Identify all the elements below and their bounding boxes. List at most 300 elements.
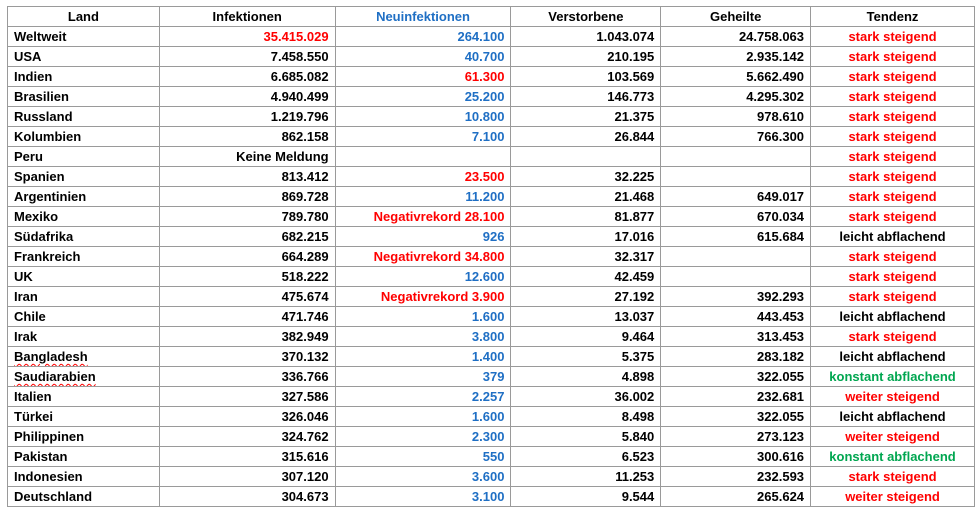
table-row	[8, 387, 975, 407]
cell-tendenz	[811, 107, 975, 127]
cell-tendenz-text: weiter steigend	[845, 389, 940, 404]
table-row	[8, 447, 975, 467]
cell-geheilte-text: 649.017	[757, 189, 805, 204]
cell-geheilte-text: 24.758.063	[738, 29, 805, 44]
cell-verstorbene	[511, 207, 661, 227]
cell-infektionen-text: 327.586	[281, 389, 329, 404]
cell-infektionen	[159, 387, 335, 407]
cell-verstorbene	[511, 387, 661, 407]
cell-neuinfektionen	[335, 227, 511, 247]
cell-neuinfektionen-text: 7.100	[471, 129, 505, 144]
cell-verstorbene	[511, 247, 661, 267]
cell-tendenz	[811, 487, 975, 507]
table-row	[8, 127, 975, 147]
cell-neuinfektionen	[335, 147, 511, 167]
cell-geheilte-text: 232.681	[757, 389, 805, 404]
cell-neuinfektionen	[335, 407, 511, 427]
cell-tendenz	[811, 207, 975, 227]
cell-tendenz	[811, 267, 975, 287]
cell-tendenz-text: weiter steigend	[845, 489, 940, 504]
cell-verstorbene	[511, 487, 661, 507]
cell-tendenz	[811, 327, 975, 347]
cell-tendenz	[811, 427, 975, 447]
cell-neuinfektionen-text: 23.500	[464, 169, 505, 184]
cell-verstorbene	[511, 107, 661, 127]
cell-land-text: Saudiarabien	[14, 369, 96, 384]
table-row	[8, 47, 975, 67]
cell-infektionen-text: 315.616	[281, 449, 329, 464]
cell-tendenz-text: stark steigend	[848, 129, 937, 144]
cell-neuinfektionen-text: 10.800	[464, 109, 505, 124]
cell-geheilte-text: 283.182	[757, 349, 805, 364]
cell-infektionen-text: 869.728	[281, 189, 329, 204]
cell-tendenz-text: stark steigend	[848, 169, 937, 184]
cell-tendenz-text: konstant abflachend	[829, 369, 956, 384]
cell-infektionen	[159, 307, 335, 327]
cell-neuinfektionen-text: 3.100	[471, 489, 505, 504]
cell-tendenz	[811, 367, 975, 387]
cell-neuinfektionen-text: 40.700	[464, 49, 505, 64]
cell-geheilte	[661, 287, 811, 307]
cell-verstorbene-text: 103.569	[607, 69, 655, 84]
cell-verstorbene-text: 26.844	[614, 129, 655, 144]
cell-tendenz	[811, 247, 975, 267]
cell-infektionen-text: 518.222	[281, 269, 329, 284]
table-row	[8, 407, 975, 427]
cell-geheilte-text: 615.684	[757, 229, 805, 244]
cell-infektionen	[159, 107, 335, 127]
header-neuinfektionen: Neuinfektionen	[335, 7, 511, 27]
cell-infektionen	[159, 127, 335, 147]
cell-geheilte-text: 670.034	[757, 209, 805, 224]
cell-geheilte	[661, 127, 811, 147]
table-row	[8, 347, 975, 367]
cell-neuinfektionen	[335, 107, 511, 127]
cell-land	[8, 307, 160, 327]
cell-infektionen-text: 813.412	[281, 169, 329, 184]
cell-infektionen	[159, 267, 335, 287]
cell-tendenz-text: stark steigend	[848, 469, 937, 484]
cell-neuinfektionen-text: 2.257	[471, 389, 505, 404]
cell-land-text: Argentinien	[14, 189, 87, 204]
cell-geheilte	[661, 67, 811, 87]
cell-tendenz-text: stark steigend	[848, 69, 937, 84]
cell-land-text: Türkei	[14, 409, 54, 424]
cell-neuinfektionen	[335, 307, 511, 327]
table-row	[8, 187, 975, 207]
cell-neuinfektionen	[335, 387, 511, 407]
table-row	[8, 167, 975, 187]
cell-geheilte	[661, 307, 811, 327]
cell-infektionen-text: Keine Meldung	[236, 149, 329, 164]
cell-verstorbene	[511, 87, 661, 107]
cell-land	[8, 367, 160, 387]
cell-land-text: Italien	[14, 389, 52, 404]
cell-tendenz	[811, 187, 975, 207]
cell-verstorbene	[511, 227, 661, 247]
cell-infektionen-text: 326.046	[281, 409, 329, 424]
cell-land	[8, 287, 160, 307]
cell-land	[8, 67, 160, 87]
cell-infektionen	[159, 227, 335, 247]
cell-land-text: UK	[14, 269, 33, 284]
cell-verstorbene-text: 210.195	[607, 49, 655, 64]
cell-neuinfektionen	[335, 127, 511, 147]
cell-neuinfektionen	[335, 47, 511, 67]
cell-tendenz-text: stark steigend	[848, 189, 937, 204]
cell-land-text: USA	[14, 49, 42, 64]
cell-verstorbene-text: 9.544	[621, 489, 655, 504]
cell-land-text: Russland	[14, 109, 73, 124]
cell-geheilte-text: 300.616	[757, 449, 805, 464]
table-row	[8, 467, 975, 487]
cell-geheilte	[661, 487, 811, 507]
cell-neuinfektionen	[335, 487, 511, 507]
cell-tendenz-text: stark steigend	[848, 29, 937, 44]
table-row	[8, 487, 975, 507]
cell-geheilte-text: 265.624	[757, 489, 805, 504]
cell-neuinfektionen-text: Negativrekord 3.900	[380, 289, 505, 304]
cell-infektionen-text: 4.940.499	[270, 89, 329, 104]
cell-geheilte-text: 313.453	[757, 329, 805, 344]
table-body	[8, 27, 975, 507]
cell-land-text: Deutschland	[14, 489, 93, 504]
cell-infektionen	[159, 147, 335, 167]
cell-infektionen-text: 789.780	[281, 209, 329, 224]
cell-infektionen-text: 471.746	[281, 309, 329, 324]
cell-neuinfektionen-text: 550	[482, 449, 505, 464]
cell-verstorbene-text: 6.523	[621, 449, 655, 464]
cell-infektionen	[159, 407, 335, 427]
header-row	[8, 7, 975, 27]
cell-land	[8, 447, 160, 467]
cell-infektionen-text: 307.120	[281, 469, 329, 484]
table-row	[8, 367, 975, 387]
table-row	[8, 247, 975, 267]
cell-tendenz-text: leicht abflachend	[839, 229, 946, 244]
table-row	[8, 27, 975, 47]
cell-tendenz	[811, 407, 975, 427]
cell-infektionen-text: 862.158	[281, 129, 329, 144]
cell-geheilte-text: 322.055	[757, 409, 805, 424]
cell-verstorbene	[511, 267, 661, 287]
cell-infektionen	[159, 347, 335, 367]
cell-geheilte	[661, 227, 811, 247]
cell-verstorbene	[511, 307, 661, 327]
cell-geheilte	[661, 407, 811, 427]
table-row	[8, 267, 975, 287]
cell-geheilte	[661, 207, 811, 227]
cell-land	[8, 327, 160, 347]
cell-neuinfektionen	[335, 267, 511, 287]
cell-tendenz	[811, 47, 975, 67]
cell-neuinfektionen	[335, 167, 511, 187]
cell-neuinfektionen-text: 25.200	[464, 89, 505, 104]
cell-neuinfektionen-text: 2.300	[471, 429, 505, 444]
cell-geheilte-text: 232.593	[757, 469, 805, 484]
table-row	[8, 207, 975, 227]
cell-neuinfektionen-text: 3.800	[471, 329, 505, 344]
cell-land-text: Mexiko	[14, 209, 59, 224]
cell-tendenz-text: stark steigend	[848, 89, 937, 104]
cell-verstorbene-text: 4.898	[621, 369, 655, 384]
cell-geheilte-text: 5.662.490	[746, 69, 805, 84]
cell-verstorbene-text: 21.468	[614, 189, 655, 204]
cell-verstorbene-text: 5.840	[621, 429, 655, 444]
cell-geheilte	[661, 367, 811, 387]
cell-verstorbene-text: 1.043.074	[596, 29, 655, 44]
cell-tendenz-text: leicht abflachend	[839, 309, 946, 324]
cell-land	[8, 167, 160, 187]
cell-tendenz	[811, 227, 975, 247]
cell-land-text: Spanien	[14, 169, 65, 184]
cell-geheilte	[661, 87, 811, 107]
cell-geheilte	[661, 267, 811, 287]
cell-infektionen-text: 7.458.550	[270, 49, 329, 64]
cell-geheilte	[661, 467, 811, 487]
cell-infektionen	[159, 427, 335, 447]
cell-infektionen	[159, 487, 335, 507]
table-row	[8, 107, 975, 127]
table-row	[8, 327, 975, 347]
table-row	[8, 287, 975, 307]
cell-tendenz-text: konstant abflachend	[829, 449, 956, 464]
cell-verstorbene	[511, 467, 661, 487]
cell-tendenz-text: stark steigend	[848, 149, 937, 164]
cell-verstorbene-text: 146.773	[607, 89, 655, 104]
cell-infektionen	[159, 447, 335, 467]
cell-land	[8, 487, 160, 507]
cell-infektionen	[159, 47, 335, 67]
cell-land-text: Brasilien	[14, 89, 69, 104]
cell-infektionen	[159, 367, 335, 387]
cell-verstorbene	[511, 427, 661, 447]
cell-geheilte	[661, 327, 811, 347]
cell-verstorbene	[511, 287, 661, 307]
header-tendenz: Tendenz	[811, 7, 975, 27]
cell-tendenz	[811, 147, 975, 167]
cell-geheilte-text: 322.055	[757, 369, 805, 384]
cell-infektionen	[159, 87, 335, 107]
cell-infektionen-text: 336.766	[281, 369, 329, 384]
cell-geheilte-text: 273.123	[757, 429, 805, 444]
cell-infektionen	[159, 327, 335, 347]
cell-geheilte-text: 4.295.302	[746, 89, 805, 104]
cell-geheilte	[661, 387, 811, 407]
cell-geheilte-text: 766.300	[757, 129, 805, 144]
cell-tendenz-text: leicht abflachend	[839, 349, 946, 364]
cell-tendenz-text: stark steigend	[848, 289, 937, 304]
cell-land	[8, 227, 160, 247]
cell-verstorbene	[511, 127, 661, 147]
cell-land-text: Chile	[14, 309, 46, 324]
cell-verstorbene-text: 42.459	[614, 269, 655, 284]
cell-neuinfektionen-text: 1.600	[471, 409, 505, 424]
cell-infektionen-text: 682.215	[281, 229, 329, 244]
cell-tendenz	[811, 167, 975, 187]
cell-land	[8, 467, 160, 487]
cell-verstorbene-text: 5.375	[621, 349, 655, 364]
cell-neuinfektionen	[335, 467, 511, 487]
cell-land-text: Irak	[14, 329, 38, 344]
cell-infektionen	[159, 207, 335, 227]
cell-land	[8, 247, 160, 267]
cell-verstorbene	[511, 367, 661, 387]
cell-tendenz	[811, 67, 975, 87]
cell-tendenz-text: stark steigend	[848, 209, 937, 224]
cell-land	[8, 387, 160, 407]
cell-geheilte-text: 392.293	[757, 289, 805, 304]
cell-infektionen-text: 324.762	[281, 429, 329, 444]
cell-verstorbene	[511, 147, 661, 167]
header-land: Land	[8, 7, 160, 27]
header-infektionen: Infektionen	[159, 7, 335, 27]
table-row	[8, 87, 975, 107]
cell-infektionen	[159, 167, 335, 187]
cell-geheilte-text: 2.935.142	[746, 49, 805, 64]
cell-neuinfektionen-text: 1.600	[471, 309, 505, 324]
cell-infektionen-text: 35.415.029	[263, 29, 329, 44]
cell-infektionen-text: 664.289	[281, 249, 329, 264]
cell-land-text: Indien	[14, 69, 53, 84]
cell-verstorbene-text: 21.375	[614, 109, 655, 124]
cell-infektionen-text: 475.674	[281, 289, 329, 304]
cell-verstorbene	[511, 347, 661, 367]
cell-infektionen	[159, 187, 335, 207]
cell-land-text: Bangladesh	[14, 349, 88, 364]
cell-neuinfektionen	[335, 187, 511, 207]
cell-tendenz	[811, 467, 975, 487]
cell-infektionen	[159, 67, 335, 87]
cell-land	[8, 27, 160, 47]
cell-neuinfektionen	[335, 427, 511, 447]
cell-verstorbene-text: 11.253	[615, 469, 655, 484]
corona-statistics-table	[7, 6, 975, 507]
cell-land-text: Iran	[14, 289, 38, 304]
cell-land-text: Weltweit	[14, 29, 67, 44]
cell-verstorbene-text: 9.464	[621, 329, 655, 344]
cell-verstorbene	[511, 327, 661, 347]
cell-neuinfektionen	[335, 367, 511, 387]
cell-land	[8, 127, 160, 147]
cell-tendenz-text: stark steigend	[848, 49, 937, 64]
cell-land-text: Pakistan	[14, 449, 68, 464]
cell-neuinfektionen-text: 3.600	[471, 469, 505, 484]
cell-tendenz	[811, 387, 975, 407]
cell-land	[8, 407, 160, 427]
cell-geheilte	[661, 167, 811, 187]
cell-land	[8, 147, 160, 167]
cell-neuinfektionen	[335, 247, 511, 267]
cell-verstorbene	[511, 27, 661, 47]
cell-neuinfektionen	[335, 447, 511, 467]
cell-geheilte	[661, 107, 811, 127]
cell-land	[8, 47, 160, 67]
cell-neuinfektionen-text: 1.400	[471, 349, 505, 364]
cell-neuinfektionen-text: 11.200	[465, 189, 505, 204]
cell-neuinfektionen-text: 12.600	[464, 269, 505, 284]
cell-tendenz	[811, 347, 975, 367]
cell-infektionen	[159, 247, 335, 267]
cell-tendenz	[811, 27, 975, 47]
cell-land	[8, 107, 160, 127]
cell-verstorbene	[511, 167, 661, 187]
cell-verstorbene	[511, 67, 661, 87]
table-row	[8, 67, 975, 87]
cell-neuinfektionen	[335, 327, 511, 347]
cell-tendenz	[811, 127, 975, 147]
cell-infektionen-text: 6.685.082	[270, 69, 329, 84]
cell-neuinfektionen-text: Negativrekord 34.800	[373, 249, 505, 264]
cell-tendenz-text: stark steigend	[848, 249, 937, 264]
cell-neuinfektionen	[335, 67, 511, 87]
cell-land	[8, 187, 160, 207]
cell-infektionen	[159, 27, 335, 47]
cell-infektionen-text: 1.219.796	[270, 109, 329, 124]
cell-verstorbene	[511, 47, 661, 67]
cell-neuinfektionen	[335, 87, 511, 107]
cell-neuinfektionen-text: 61.300	[464, 69, 505, 84]
cell-land-text: Kolumbien	[14, 129, 82, 144]
cell-verstorbene	[511, 407, 661, 427]
cell-infektionen-text: 382.949	[281, 329, 329, 344]
cell-land-text: Peru	[14, 149, 43, 164]
cell-infektionen	[159, 467, 335, 487]
cell-tendenz	[811, 87, 975, 107]
cell-verstorbene	[511, 447, 661, 467]
cell-neuinfektionen-text: 926	[482, 229, 505, 244]
cell-tendenz	[811, 307, 975, 327]
cell-neuinfektionen	[335, 287, 511, 307]
cell-land-text: Südafrika	[14, 229, 74, 244]
cell-infektionen-text: 370.132	[281, 349, 329, 364]
cell-geheilte	[661, 47, 811, 67]
header-verstorbene: Verstorbene	[511, 7, 661, 27]
cell-geheilte	[661, 247, 811, 267]
cell-geheilte	[661, 427, 811, 447]
cell-land	[8, 347, 160, 367]
cell-verstorbene-text: 32.225	[614, 169, 655, 184]
cell-geheilte	[661, 187, 811, 207]
cell-verstorbene-text: 81.877	[614, 209, 655, 224]
cell-land-text: Philippinen	[14, 429, 85, 444]
cell-tendenz-text: stark steigend	[848, 269, 937, 284]
cell-neuinfektionen-text: 264.100	[457, 29, 505, 44]
cell-verstorbene-text: 17.016	[614, 229, 655, 244]
cell-neuinfektionen-text: 379	[482, 369, 505, 384]
cell-tendenz-text: weiter steigend	[845, 429, 940, 444]
cell-neuinfektionen	[335, 347, 511, 367]
cell-verstorbene-text: 36.002	[614, 389, 655, 404]
cell-land	[8, 427, 160, 447]
cell-land-text: Frankreich	[14, 249, 81, 264]
cell-land	[8, 87, 160, 107]
cell-land	[8, 207, 160, 227]
cell-geheilte	[661, 27, 811, 47]
cell-tendenz	[811, 287, 975, 307]
cell-verstorbene-text: 32.317	[614, 249, 655, 264]
cell-verstorbene-text: 8.498	[621, 409, 655, 424]
cell-land-text: Indonesien	[14, 469, 83, 484]
cell-verstorbene-text: 27.192	[614, 289, 655, 304]
cell-verstorbene-text: 13.037	[614, 309, 655, 324]
cell-neuinfektionen-text: Negativrekord 28.100	[373, 209, 505, 224]
cell-geheilte	[661, 147, 811, 167]
cell-geheilte-text: 978.610	[757, 109, 805, 124]
cell-land	[8, 267, 160, 287]
cell-infektionen	[159, 287, 335, 307]
table-row	[8, 147, 975, 167]
